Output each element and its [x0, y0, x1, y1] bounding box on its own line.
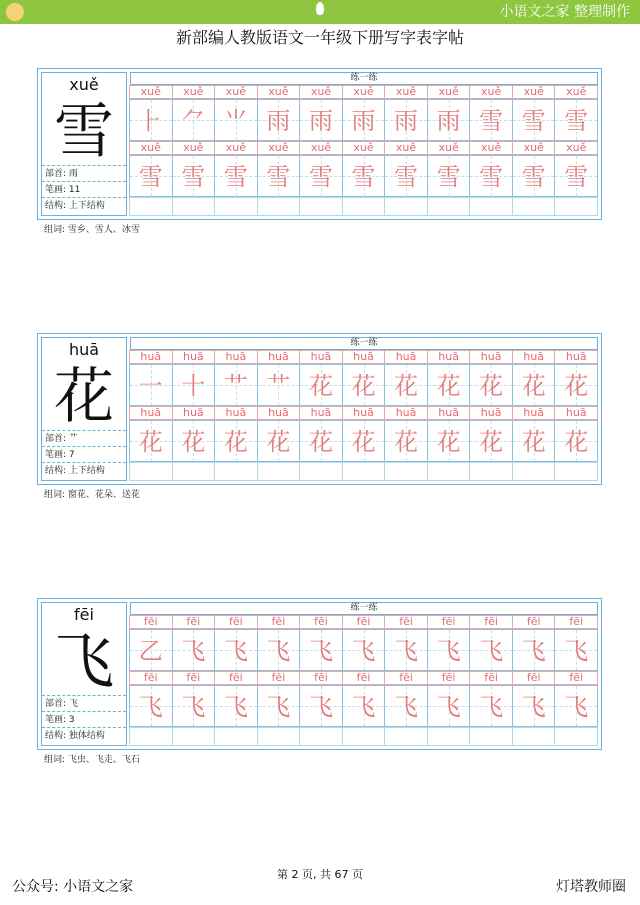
blank-cell: [172, 462, 216, 481]
practice-label: 练一练: [130, 337, 598, 350]
word-examples-info: 组词: 窗花、花朵、送花: [44, 490, 140, 500]
pinyin-cell: huā: [299, 350, 343, 364]
footer-source: 灯塔教师圈: [556, 879, 626, 895]
blank-cell: [299, 462, 343, 481]
blank-cell: [214, 727, 258, 746]
pinyin-cell: fēi: [427, 615, 471, 629]
blank-cell: [469, 197, 513, 216]
structure-info: 结构: 独体结构: [42, 727, 126, 744]
practice-grid: [130, 72, 598, 216]
pinyin-cell: huā: [554, 350, 598, 364]
pinyin-cell: xuě: [512, 141, 556, 155]
brand-text: 小语文之家 整理制作: [499, 4, 630, 20]
tracing-cell: 雨: [257, 99, 301, 141]
tracing-row: [130, 155, 598, 197]
pinyin-cell: xuě: [129, 85, 173, 99]
tracing-cell: 飞: [214, 629, 258, 671]
blank-cell: [384, 727, 428, 746]
radical-info: 部首: 飞: [42, 695, 126, 712]
pinyin-cell: xuě: [299, 85, 343, 99]
tracing-cell: 飞: [469, 629, 513, 671]
tracing-cell: 艹: [214, 364, 258, 406]
pinyin-cell: fēi: [299, 671, 343, 685]
pinyin-cell: xuě: [427, 85, 471, 99]
pinyin-cell: xuě: [214, 85, 258, 99]
tracing-cell: 飞: [554, 629, 598, 671]
blank-cell: [512, 462, 556, 481]
tracing-cell: 雨: [299, 99, 343, 141]
blank-cell: [172, 197, 216, 216]
tracing-cell: 飞: [257, 629, 301, 671]
tracing-cell: 雪: [554, 155, 598, 197]
blank-writing-row: [130, 197, 598, 216]
blank-cell: [214, 462, 258, 481]
tracing-cell: 花: [384, 364, 428, 406]
pinyin-cell: xuě: [257, 85, 301, 99]
pinyin-cell: fēi: [129, 615, 173, 629]
character-info-panel: [41, 602, 127, 746]
tracing-cell: 飞: [342, 685, 386, 727]
tracing-cell: 花: [299, 364, 343, 406]
pinyin-cell: huā: [299, 406, 343, 420]
stroke-count-info: 笔画: 7: [42, 446, 126, 463]
pinyin-cell: fēi: [257, 615, 301, 629]
page-number: 第 2 页, 共 67 页: [277, 868, 363, 881]
tracing-cell: ⺊: [129, 99, 173, 141]
tracing-cell: 花: [469, 364, 513, 406]
blank-cell: [384, 462, 428, 481]
tracing-cell: 飞: [214, 685, 258, 727]
blank-cell: [129, 462, 173, 481]
tracing-cell: 雪: [172, 155, 216, 197]
pinyin-row: [130, 85, 598, 99]
tracing-cell: 飞: [172, 629, 216, 671]
tracing-cell: 花: [129, 420, 173, 462]
tracing-cell: 雪: [512, 99, 556, 141]
tracing-cell: 飞: [299, 685, 343, 727]
pinyin-cell: huā: [129, 350, 173, 364]
tracing-cell: 雪: [384, 155, 428, 197]
tracing-row: [130, 685, 598, 727]
blank-cell: [257, 197, 301, 216]
blank-cell: [427, 197, 471, 216]
tracing-cell: 花: [214, 420, 258, 462]
pinyin-cell: fēi: [384, 615, 428, 629]
pinyin-cell: fēi: [299, 615, 343, 629]
tracing-cell: 雪: [554, 99, 598, 141]
pinyin-row: [130, 406, 598, 420]
tracing-cell: 花: [554, 420, 598, 462]
mascot-logo-icon: [6, 3, 24, 21]
model-character: 飞: [54, 627, 114, 697]
stroke-order-row: [130, 364, 598, 406]
pinyin-cell: xuě: [172, 141, 216, 155]
blank-cell: [469, 727, 513, 746]
pinyin-cell: xuě: [427, 141, 471, 155]
blank-cell: [554, 727, 598, 746]
tracing-cell: 艹: [257, 364, 301, 406]
pinyin-cell: huā: [172, 350, 216, 364]
tracing-cell: 飞: [512, 685, 556, 727]
pinyin-cell: xuě: [512, 85, 556, 99]
pinyin-cell: fēi: [129, 671, 173, 685]
stroke-count-info: 笔画: 3: [42, 711, 126, 728]
pinyin-cell: huā: [512, 406, 556, 420]
blank-cell: [342, 197, 386, 216]
practice-label: 练一练: [130, 72, 598, 85]
page-title: 新部编人教版语文一年级下册写字表字帖: [175, 28, 464, 47]
pinyin-cell: fēi: [554, 671, 598, 685]
pinyin-cell: fēi: [172, 615, 216, 629]
pinyin-cell: huā: [214, 350, 258, 364]
pinyin-cell: huā: [469, 406, 513, 420]
structure-info: 结构: 上下结构: [42, 462, 126, 479]
radical-info: 部首: 艹: [42, 430, 126, 447]
model-character: 雪: [54, 97, 114, 167]
tracing-cell: 乙: [129, 629, 173, 671]
tracing-cell: 雪: [257, 155, 301, 197]
blank-cell: [512, 727, 556, 746]
pinyin-cell: xuě: [342, 85, 386, 99]
stroke-order-row: [130, 99, 598, 141]
blank-cell: [129, 197, 173, 216]
tracing-cell: 一: [129, 364, 173, 406]
pinyin-cell: xuě: [469, 85, 513, 99]
character-pinyin: xuě: [69, 75, 99, 94]
practice-sheet: [37, 68, 602, 220]
pinyin-cell: fēi: [214, 615, 258, 629]
tracing-cell: 雨: [427, 99, 471, 141]
blank-cell: [172, 727, 216, 746]
pinyin-cell: fēi: [172, 671, 216, 685]
tracing-cell: ⺌: [214, 99, 258, 141]
stroke-count-info: 笔画: 11: [42, 181, 126, 198]
stroke-order-row: [130, 629, 598, 671]
tracing-cell: 飞: [172, 685, 216, 727]
blank-cell: [427, 727, 471, 746]
blank-cell: [214, 197, 258, 216]
pinyin-cell: xuě: [214, 141, 258, 155]
blank-cell: [554, 197, 598, 216]
pinyin-cell: fēi: [469, 671, 513, 685]
pinyin-cell: fēi: [512, 615, 556, 629]
tracing-cell: 飞: [257, 685, 301, 727]
blank-cell: [299, 197, 343, 216]
tracing-row: [130, 420, 598, 462]
practice-grid: [130, 602, 598, 746]
pinyin-cell: huā: [384, 350, 428, 364]
pinyin-cell: huā: [427, 406, 471, 420]
blank-cell: [469, 462, 513, 481]
pinyin-cell: xuě: [342, 141, 386, 155]
tracing-cell: ⺈: [172, 99, 216, 141]
tracing-cell: 雪: [469, 155, 513, 197]
tracing-cell: 花: [512, 420, 556, 462]
tracing-cell: 飞: [129, 685, 173, 727]
pinyin-cell: fēi: [384, 671, 428, 685]
blank-cell: [129, 727, 173, 746]
tracing-cell: 雪: [214, 155, 258, 197]
tracing-cell: 雪: [512, 155, 556, 197]
pinyin-cell: huā: [512, 350, 556, 364]
pinyin-cell: huā: [427, 350, 471, 364]
pinyin-cell: fēi: [427, 671, 471, 685]
radical-info: 部首: 雨: [42, 165, 126, 182]
tracing-cell: 雪: [342, 155, 386, 197]
pinyin-cell: xuě: [257, 141, 301, 155]
blank-cell: [512, 197, 556, 216]
pinyin-cell: huā: [257, 406, 301, 420]
pinyin-cell: huā: [554, 406, 598, 420]
tracing-cell: 花: [512, 364, 556, 406]
pinyin-cell: xuě: [384, 141, 428, 155]
pinyin-cell: huā: [129, 406, 173, 420]
practice-sheet: [37, 598, 602, 750]
blank-cell: [427, 462, 471, 481]
tracing-cell: 飞: [554, 685, 598, 727]
word-examples-info: 组词: 飞虫、飞走、飞石: [44, 755, 140, 765]
practice-grid: [130, 337, 598, 481]
pinyin-cell: fēi: [214, 671, 258, 685]
tracing-cell: 飞: [469, 685, 513, 727]
tracing-cell: 飞: [512, 629, 556, 671]
pinyin-cell: xuě: [299, 141, 343, 155]
tracing-cell: 雪: [469, 99, 513, 141]
pinyin-cell: xuě: [384, 85, 428, 99]
footer-account: 公众号: 小语文之家: [12, 879, 134, 895]
tracing-cell: 花: [342, 364, 386, 406]
tracing-cell: 花: [342, 420, 386, 462]
top-banner: [0, 0, 640, 24]
blank-cell: [299, 727, 343, 746]
blank-cell: [257, 727, 301, 746]
pinyin-cell: huā: [342, 406, 386, 420]
pinyin-cell: huā: [342, 350, 386, 364]
pinyin-cell: fēi: [342, 671, 386, 685]
blank-cell: [554, 462, 598, 481]
pinyin-cell: xuě: [469, 141, 513, 155]
blank-cell: [384, 197, 428, 216]
blank-writing-row: [130, 727, 598, 746]
tracing-cell: 花: [469, 420, 513, 462]
pinyin-cell: xuě: [129, 141, 173, 155]
pinyin-cell: huā: [257, 350, 301, 364]
tracing-cell: 飞: [299, 629, 343, 671]
tracing-cell: 花: [257, 420, 301, 462]
pinyin-row: [130, 671, 598, 685]
pinyin-cell: fēi: [342, 615, 386, 629]
tracing-cell: 花: [299, 420, 343, 462]
tracing-cell: 飞: [342, 629, 386, 671]
pinyin-cell: fēi: [512, 671, 556, 685]
lightbulb-icon: [316, 2, 324, 15]
pinyin-cell: huā: [469, 350, 513, 364]
practice-label: 练一练: [130, 602, 598, 615]
pinyin-cell: huā: [172, 406, 216, 420]
pinyin-cell: fēi: [554, 615, 598, 629]
character-pinyin: fēi: [74, 605, 94, 624]
tracing-cell: 雨: [384, 99, 428, 141]
tracing-cell: 飞: [384, 685, 428, 727]
pinyin-cell: xuě: [554, 85, 598, 99]
tracing-cell: 雪: [427, 155, 471, 197]
tracing-cell: 飞: [427, 629, 471, 671]
structure-info: 结构: 上下结构: [42, 197, 126, 214]
tracing-cell: 花: [172, 420, 216, 462]
model-character: 花: [54, 362, 114, 432]
blank-cell: [342, 462, 386, 481]
tracing-cell: 花: [554, 364, 598, 406]
pinyin-row: [130, 350, 598, 364]
character-pinyin: huā: [68, 340, 100, 359]
tracing-cell: 飞: [384, 629, 428, 671]
pinyin-cell: xuě: [554, 141, 598, 155]
blank-cell: [342, 727, 386, 746]
tracing-cell: 飞: [427, 685, 471, 727]
pinyin-cell: huā: [384, 406, 428, 420]
blank-writing-row: [130, 462, 598, 481]
pinyin-cell: huā: [214, 406, 258, 420]
blank-cell: [257, 462, 301, 481]
character-info-panel: [41, 337, 127, 481]
pinyin-row: [130, 141, 598, 155]
tracing-cell: 十: [172, 364, 216, 406]
tracing-cell: 花: [384, 420, 428, 462]
tracing-cell: 花: [427, 420, 471, 462]
word-examples-info: 组词: 雪乡、雪人、冰雪: [44, 225, 140, 235]
pinyin-row: [130, 615, 598, 629]
pinyin-cell: fēi: [257, 671, 301, 685]
pinyin-cell: xuě: [172, 85, 216, 99]
tracing-cell: 雪: [299, 155, 343, 197]
character-info-panel: [41, 72, 127, 216]
tracing-cell: 花: [427, 364, 471, 406]
pinyin-cell: fēi: [469, 615, 513, 629]
practice-sheet: [37, 333, 602, 485]
tracing-cell: 雨: [342, 99, 386, 141]
tracing-cell: 雪: [129, 155, 173, 197]
